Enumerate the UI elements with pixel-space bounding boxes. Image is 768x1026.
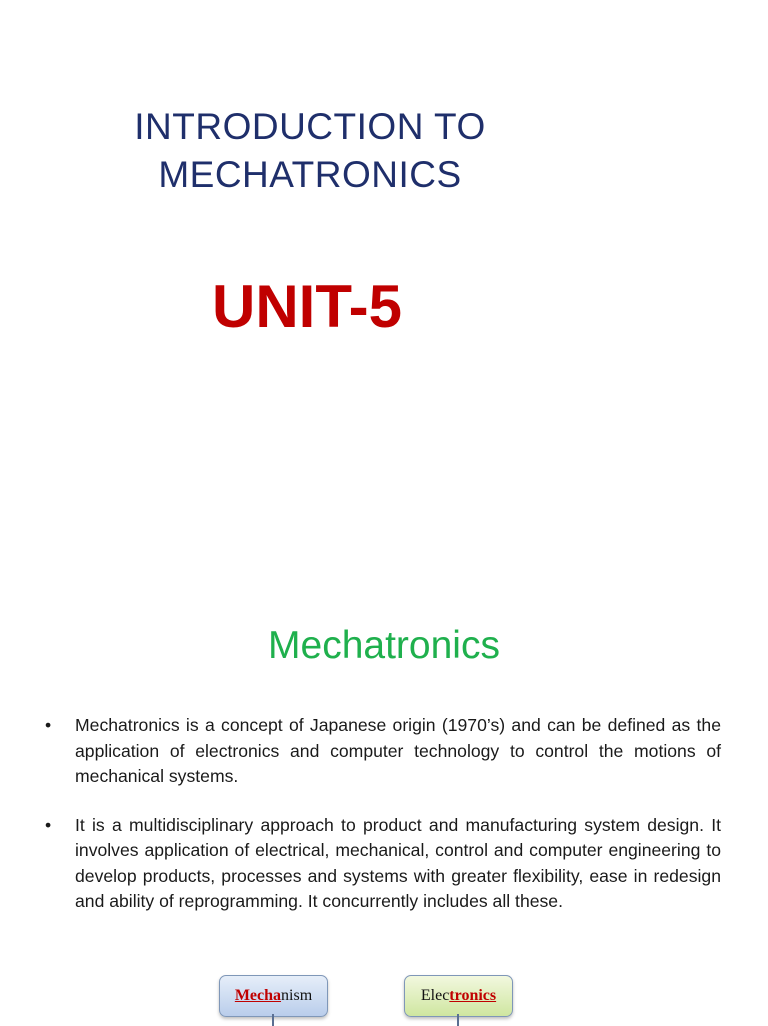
title-line-2: MECHATRONICS	[158, 154, 462, 195]
bullet-icon: •	[45, 814, 52, 835]
bullet-item	[45, 813, 721, 915]
unit-label: UNIT-5	[212, 273, 403, 340]
slide-mechatronics	[0, 580, 768, 1024]
slide-heading: Mechatronics	[268, 624, 500, 667]
bullet-text: It is a multidisciplinary approach to product and manufacturing system design. It involves application of electrical, mechanical, control and computer engineering to develop products, processes and systems with greater flexibility, ease in redesign and ability of reprogramming. It concurrently includes all these.	[75, 814, 721, 911]
diagram-box-electronics	[404, 975, 513, 1017]
electronics-prefix: Elec	[420, 987, 450, 1004]
mechanism-rest: nism	[281, 987, 313, 1004]
diagram-box-mechanism	[219, 975, 328, 1017]
slide-title-heading	[60, 103, 560, 199]
diagram-connector	[272, 1014, 274, 1026]
bullet-text: Mechatronics is a concept of Japanese origin (1970’s) and can be defined as the application of electronics and computer technology to control the motions of mechanical systems.	[75, 715, 721, 786]
title-line-1: INTRODUCTION TO	[134, 106, 486, 147]
mechanism-highlight: Mecha	[234, 987, 282, 1004]
bullet-icon: •	[45, 715, 52, 735]
bullet-item	[45, 713, 721, 790]
bullet-list	[45, 713, 721, 938]
diagram-connector	[457, 1014, 459, 1026]
electronics-highlight: tronics	[449, 987, 497, 1004]
